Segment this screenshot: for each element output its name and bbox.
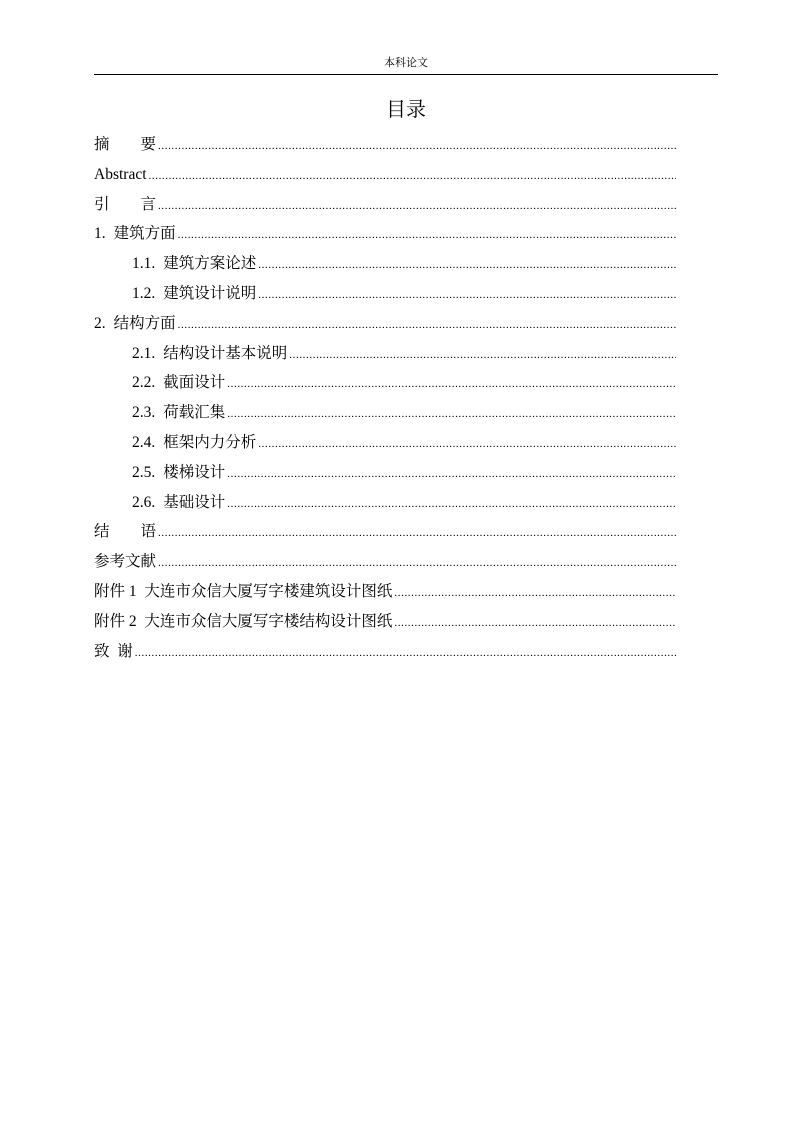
toc-entry-references[interactable] xyxy=(94,547,676,577)
toc-entry-label: 结构方面 xyxy=(113,314,176,332)
toc-entry-number: 1.1. xyxy=(132,255,156,273)
toc-entry-label: 致 谢 xyxy=(94,642,133,660)
toc-leader-dots xyxy=(227,490,676,518)
toc-leader-dots xyxy=(227,370,676,398)
toc-entry-label: 建筑方面 xyxy=(113,225,176,243)
toc-leader-dots xyxy=(149,162,676,190)
toc-leader-dots xyxy=(158,519,676,547)
toc-leader-dots xyxy=(178,311,676,339)
toc-entry-abstract-cn[interactable] xyxy=(94,130,676,160)
toc-entry-section-2-2[interactable] xyxy=(94,368,676,398)
toc-entry-section-1-1[interactable] xyxy=(94,249,676,279)
toc-leader-dots xyxy=(258,281,676,309)
toc-entry-label: 参考文献 xyxy=(94,553,157,571)
toc-entry-label: 建筑方案论述 xyxy=(163,255,257,273)
toc-leader-dots xyxy=(258,251,676,279)
toc-entry-section-1-2[interactable] xyxy=(94,279,676,309)
toc-leader-dots xyxy=(227,460,676,488)
toc-leader-dots xyxy=(289,341,676,369)
toc-entry-label: 附件 2 大连市众信大厦写字楼结构设计图纸 xyxy=(94,612,393,630)
toc-entry-number: 2.2. xyxy=(132,374,156,392)
toc-title: 目录 xyxy=(386,97,426,121)
toc-leader-dots xyxy=(394,609,676,637)
toc-entry-chapter-2[interactable] xyxy=(94,309,676,339)
toc-leader-dots xyxy=(158,192,676,220)
toc-entry-number: 2. xyxy=(94,314,106,332)
toc-entry-chapter-1[interactable] xyxy=(94,219,676,249)
toc-entry-number: 2.3. xyxy=(132,404,156,422)
toc-entry-conclusion[interactable] xyxy=(94,517,676,547)
toc-entry-label: 结 语 xyxy=(94,523,157,541)
toc-entry-label: Abstract xyxy=(94,165,147,183)
toc-entry-abstract-en[interactable] xyxy=(94,160,676,190)
toc-entry-label: 附件 1 大连市众信大厦写字楼建筑设计图纸 xyxy=(94,582,393,600)
toc-entry-label: 框架内力分析 xyxy=(163,433,257,451)
toc-leader-dots xyxy=(258,430,676,458)
toc-entry-introduction[interactable] xyxy=(94,190,676,220)
toc-entry-number: 2.6. xyxy=(132,493,156,511)
toc-entry-label: 截面设计 xyxy=(163,374,226,392)
running-title: 本科论文 xyxy=(384,57,428,69)
toc-entry-number: 1.2. xyxy=(132,284,156,302)
toc-entry-section-2-5[interactable] xyxy=(94,458,676,488)
table-of-contents xyxy=(94,130,676,666)
toc-entry-label: 引 言 xyxy=(94,195,157,213)
toc-entry-label: 摘 要 xyxy=(94,136,157,153)
toc-entry-label: 基础设计 xyxy=(163,493,226,511)
toc-entry-number: 2.5. xyxy=(132,463,156,481)
toc-leader-dots xyxy=(158,132,676,160)
toc-entry-acknowledgements[interactable] xyxy=(94,637,676,667)
toc-leader-dots xyxy=(135,639,676,667)
toc-entry-label: 结构设计基本说明 xyxy=(163,344,288,362)
toc-entry-section-2-6[interactable] xyxy=(94,488,676,518)
toc-entry-section-2-1[interactable] xyxy=(94,339,676,369)
toc-leader-dots xyxy=(178,221,676,249)
toc-entry-label: 建筑设计说明 xyxy=(163,284,257,302)
toc-entry-label: 荷载汇集 xyxy=(163,404,226,422)
toc-entry-label: 楼梯设计 xyxy=(163,463,226,481)
toc-entry-appendix-1[interactable] xyxy=(94,577,676,607)
toc-entry-section-2-3[interactable] xyxy=(94,398,676,428)
toc-leader-dots xyxy=(158,549,676,577)
toc-entry-number: 2.1. xyxy=(132,344,156,362)
toc-entry-section-2-4[interactable] xyxy=(94,428,676,458)
toc-leader-dots xyxy=(227,400,676,428)
toc-entry-number: 2.4. xyxy=(132,433,156,451)
page-header xyxy=(94,56,718,75)
toc-leader-dots xyxy=(394,579,676,607)
toc-entry-appendix-2[interactable] xyxy=(94,607,676,637)
toc-entry-number: 1. xyxy=(94,225,106,243)
